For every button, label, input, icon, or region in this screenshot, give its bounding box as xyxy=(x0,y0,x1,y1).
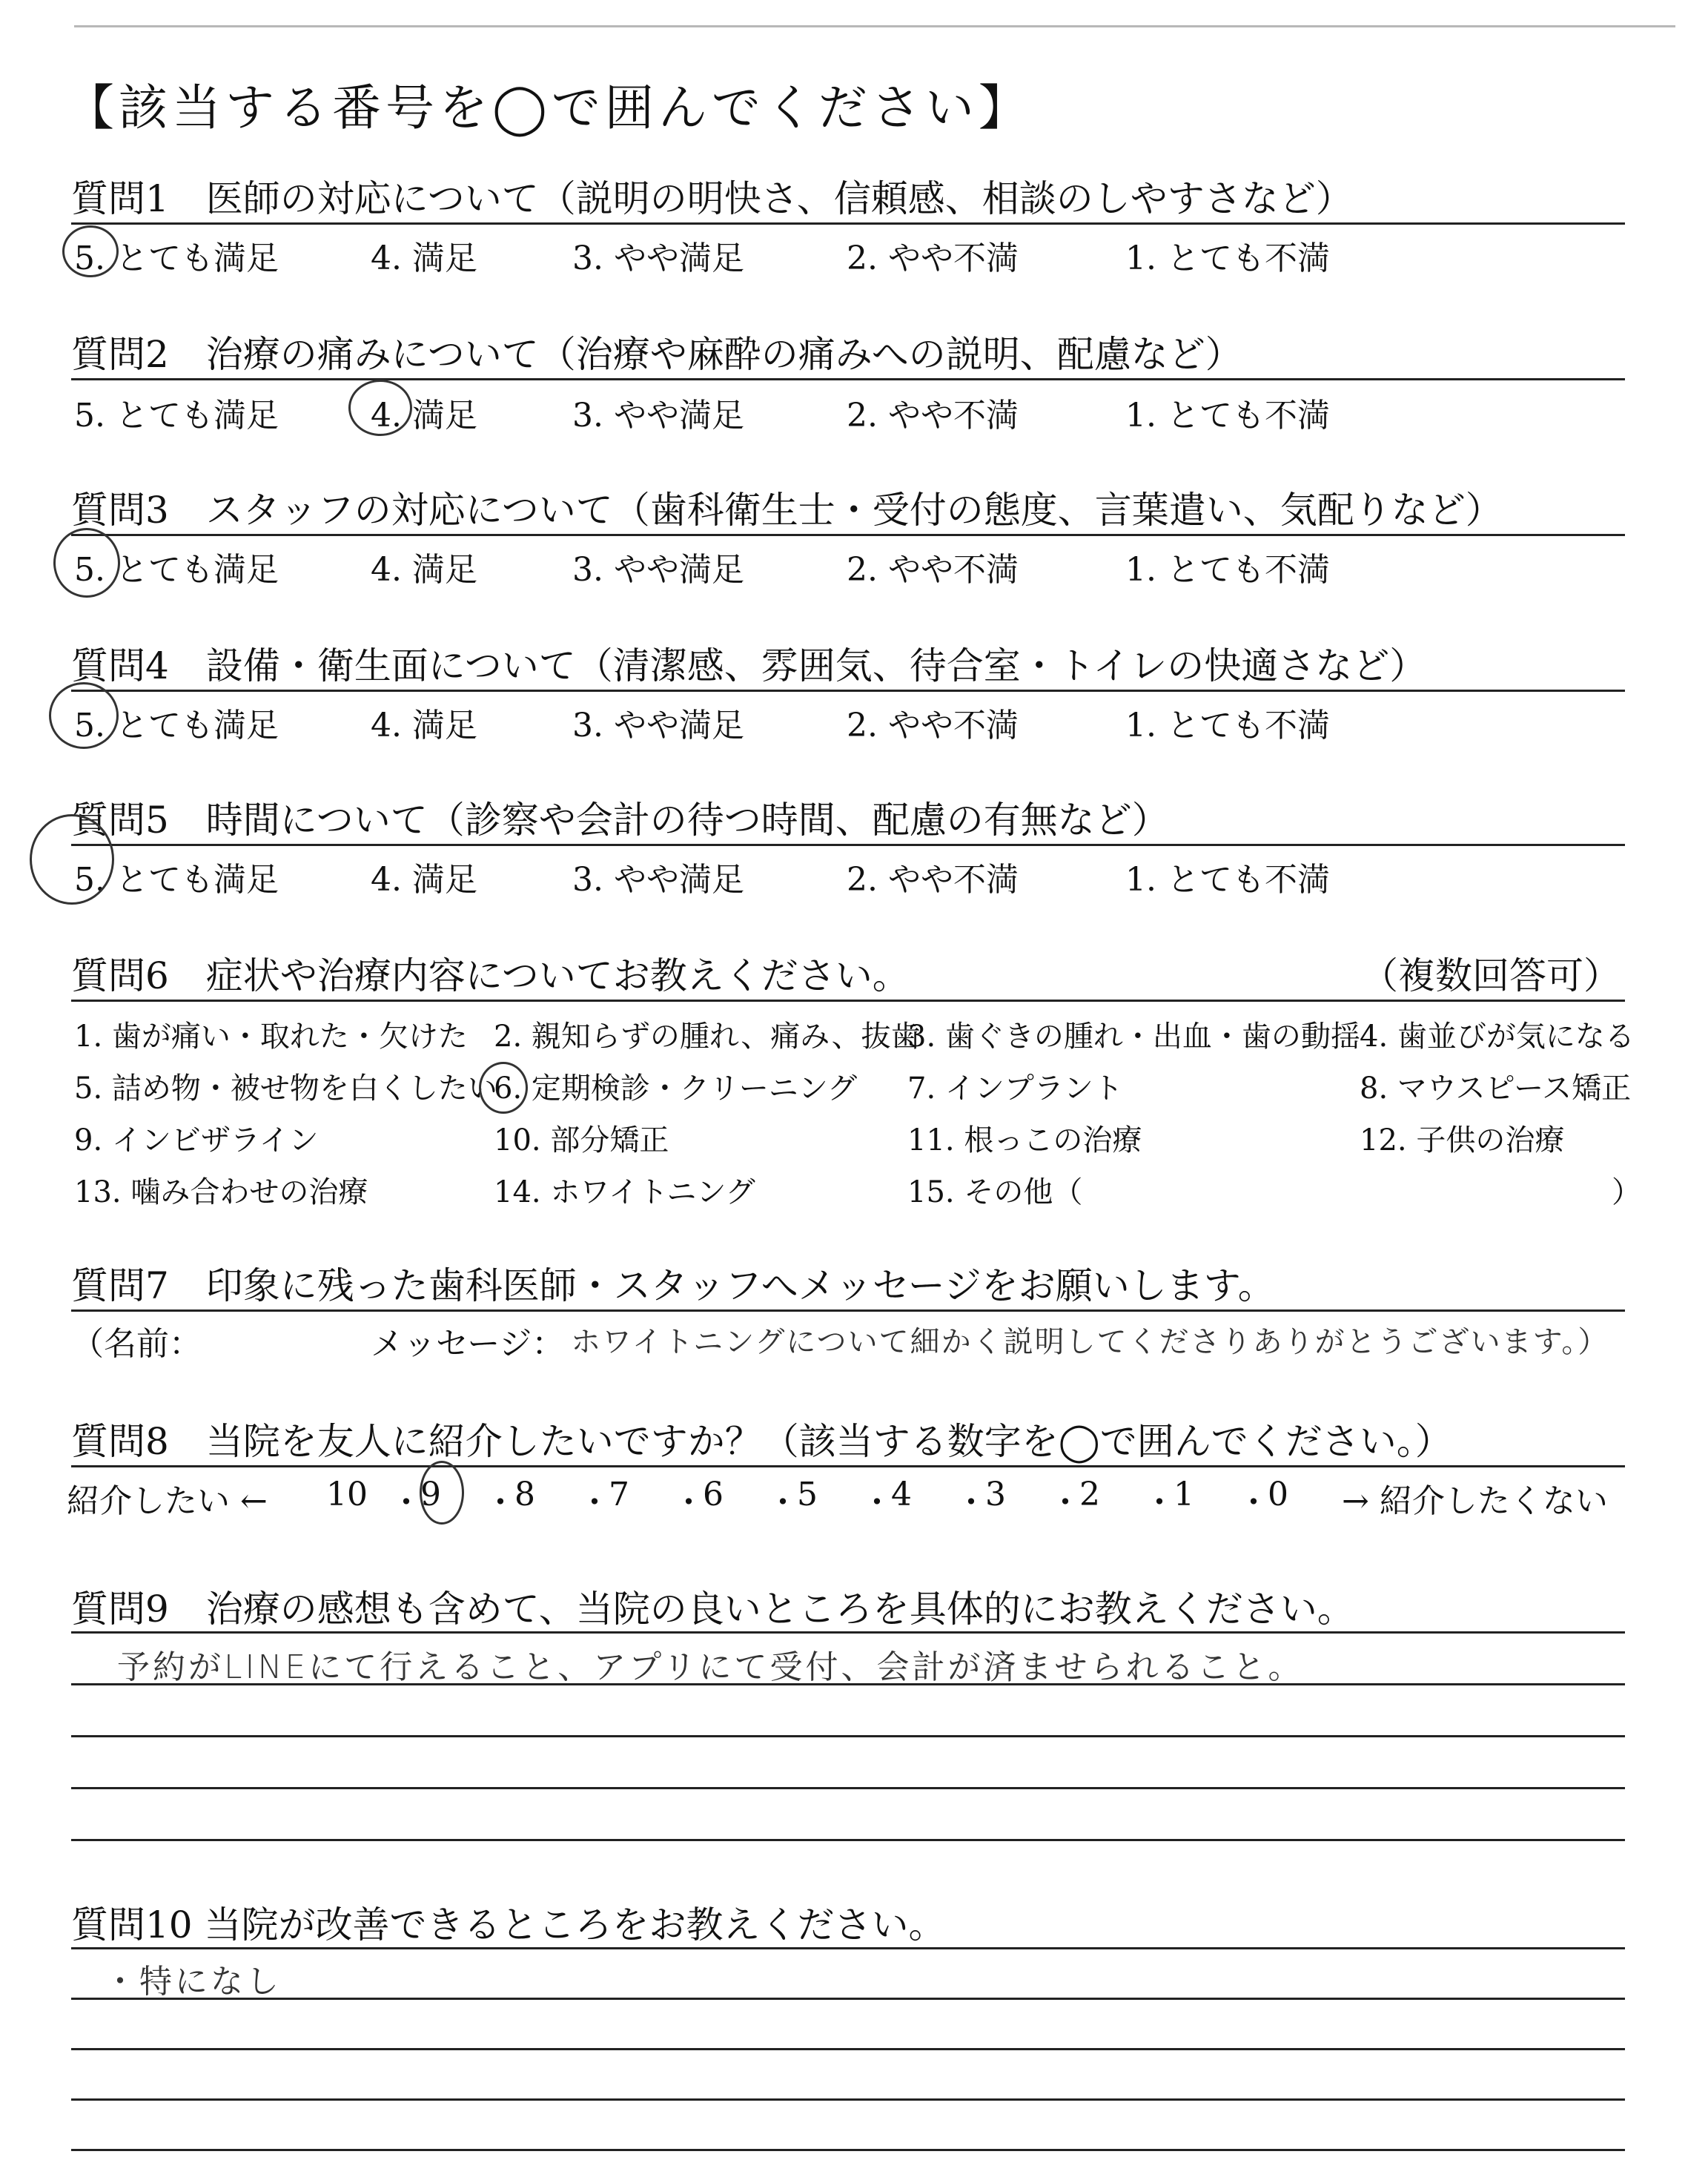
q9-answer-text[interactable]: 予約がLINEにて行えること、アプリにて受付、会計が済ませられること。 xyxy=(117,1648,1304,1686)
q4-selection-circle xyxy=(49,682,119,749)
q8-right-label: → 紹介したくない xyxy=(1342,1482,1608,1520)
question-8-title: 質問8 当院を友人に紹介したいですか？（該当する数字を◯で囲んでください。） xyxy=(71,1420,1452,1463)
q8-scale-10[interactable]: 10 xyxy=(326,1476,368,1513)
q2-option-4[interactable]: 4. 満足 xyxy=(371,397,477,435)
q10-rule-4 xyxy=(71,2098,1625,2101)
q6-option-15[interactable]: 15. その他（ xyxy=(907,1175,1083,1209)
q7-message-label: メッセージ： xyxy=(371,1325,565,1363)
q9-rule-2 xyxy=(71,1683,1625,1685)
q10-rule-3 xyxy=(71,2048,1625,2050)
q8-scale-8[interactable]: 8 xyxy=(514,1476,535,1513)
q6-option-9[interactable]: 9. インビザライン xyxy=(74,1123,319,1157)
page-title: 【該当する番号を◯で囲んでください】 xyxy=(65,79,1032,136)
question-6-note: （複数回答可） xyxy=(1361,954,1621,997)
question-8-rule xyxy=(71,1465,1625,1467)
q1-option-2[interactable]: 2. やや不満 xyxy=(847,240,1019,277)
q4-option-3[interactable]: 3. やや満足 xyxy=(572,707,744,744)
question-6-rule xyxy=(71,1000,1625,1002)
q3-selection-circle xyxy=(53,528,120,598)
q1-option-5[interactable]: 5. とても満足 xyxy=(74,240,279,277)
q3-option-1[interactable]: 1. とても不満 xyxy=(1125,551,1330,589)
q9-rule-1 xyxy=(71,1631,1625,1634)
top-border-line xyxy=(74,25,1675,27)
q4-option-1[interactable]: 1. とても不満 xyxy=(1125,707,1330,744)
q10-answer-text[interactable]: ・特になし xyxy=(104,1963,282,2001)
q6-option-7[interactable]: 7. インプラント xyxy=(907,1071,1123,1106)
q2-selection-circle xyxy=(348,380,412,436)
q6-option-13[interactable]: 13. 噛み合わせの治療 xyxy=(74,1175,368,1209)
q8-scale-5[interactable]: 5 xyxy=(797,1476,818,1513)
q3-option-4[interactable]: 4. 満足 xyxy=(371,551,477,589)
q6-option-8[interactable]: 8. マウスピース矯正 xyxy=(1360,1071,1632,1106)
q5-option-4[interactable]: 4. 満足 xyxy=(371,861,477,899)
q8-scale-6[interactable]: 6 xyxy=(703,1476,724,1513)
q1-selection-circle xyxy=(62,225,119,277)
q4-option-2[interactable]: 2. やや不満 xyxy=(847,707,1019,744)
q1-option-1[interactable]: 1. とても不満 xyxy=(1125,240,1330,277)
q6-option-6[interactable]: 6. 定期検診・クリーニング xyxy=(494,1071,858,1106)
question-4-title: 質問4 設備・衛生面について（清潔感、雰囲気、待合室・トイレの快適さなど） xyxy=(71,644,1427,687)
q8-scale-separator: ・ xyxy=(484,1484,517,1522)
question-1-title: 質問1 医師の対応について（説明の明快さ、信頼感、相談のしやすさなど） xyxy=(71,177,1353,220)
q5-option-5[interactable]: 5. とても満足 xyxy=(74,861,279,899)
question-4-rule xyxy=(71,690,1625,692)
q2-option-2[interactable]: 2. やや不満 xyxy=(847,397,1019,435)
q6-option-11[interactable]: 11. 根っこの治療 xyxy=(907,1123,1142,1157)
q6-option-14[interactable]: 14. ホワイトニング xyxy=(494,1175,755,1209)
q8-scale-0[interactable]: 0 xyxy=(1268,1476,1288,1513)
q8-scale-separator: ・ xyxy=(1049,1484,1082,1522)
q8-scale-9[interactable]: 9 xyxy=(420,1476,441,1513)
q8-selection-circle xyxy=(420,1461,464,1525)
q8-scale-separator: ・ xyxy=(1237,1484,1270,1522)
question-7-rule xyxy=(71,1309,1625,1312)
q8-scale-separator: ・ xyxy=(767,1484,799,1522)
q6-option-2[interactable]: 2. 親知らずの腫れ、痛み、抜歯 xyxy=(494,1020,921,1054)
q8-scale-separator: ・ xyxy=(1143,1484,1176,1522)
q2-option-1[interactable]: 1. とても不満 xyxy=(1125,397,1330,435)
q6-option-3[interactable]: 3. 歯ぐきの腫れ・出血・歯の動揺 xyxy=(907,1020,1360,1054)
q5-selection-circle xyxy=(30,814,114,905)
q8-scale-7[interactable]: 7 xyxy=(609,1476,629,1513)
q8-scale-separator: ・ xyxy=(578,1484,611,1522)
q5-option-3[interactable]: 3. やや満足 xyxy=(572,861,744,899)
q6-option-4[interactable]: 4. 歯並びが気になる xyxy=(1360,1020,1635,1054)
q6-option-12[interactable]: 12. 子供の治療 xyxy=(1360,1123,1565,1157)
q10-rule-1 xyxy=(71,1947,1625,1949)
question-6-title: 質問6 症状や治療内容についてお教えください。 xyxy=(71,954,910,997)
q6-selection-circle xyxy=(479,1062,528,1114)
question-5-title: 質問5 時間について（診察や会計の待つ時間、配慮の有無など） xyxy=(71,799,1169,842)
q8-scale-4[interactable]: 4 xyxy=(891,1476,912,1513)
q8-scale-1[interactable]: 1 xyxy=(1174,1476,1194,1513)
question-5-rule xyxy=(71,844,1625,846)
q10-rule-5 xyxy=(71,2149,1625,2151)
q8-left-label: 紹介したい ← xyxy=(67,1482,268,1520)
q8-scale-2[interactable]: 2 xyxy=(1079,1476,1100,1513)
q3-option-3[interactable]: 3. やや満足 xyxy=(572,551,744,589)
q7-name-label: （名前： xyxy=(71,1325,202,1363)
q3-option-2[interactable]: 2. やや不満 xyxy=(847,551,1019,589)
q6-option-15-close: ） xyxy=(1612,1175,1641,1209)
q4-option-5[interactable]: 5. とても満足 xyxy=(74,707,279,744)
question-3-title: 質問3 スタッフの対応について（歯科衛生士・受付の態度、言葉遣い、気配りなど） xyxy=(71,489,1503,532)
q6-option-1[interactable]: 1. 歯が痛い・取れた・欠けた xyxy=(74,1020,468,1054)
q1-option-3[interactable]: 3. やや満足 xyxy=(572,240,744,277)
q4-option-4[interactable]: 4. 満足 xyxy=(371,707,477,744)
q7-message-text[interactable]: ホワイトニングについて細かく説明してくださりありがとうございます。） xyxy=(571,1325,1609,1359)
question-2-rule xyxy=(71,378,1625,380)
q6-option-5[interactable]: 5. 詰め物・被せ物を白くしたい xyxy=(74,1071,497,1106)
q5-option-1[interactable]: 1. とても不満 xyxy=(1125,861,1330,899)
q8-scale-separator: ・ xyxy=(861,1484,893,1522)
q8-scale-separator: ・ xyxy=(390,1484,423,1522)
q2-option-5[interactable]: 5. とても満足 xyxy=(74,397,279,435)
question-10-title: 質問10 当院が改善できるところをお教えください。 xyxy=(71,1903,946,1946)
question-7-title: 質問7 印象に残った歯科医師・スタッフへメッセージをお願いします。 xyxy=(71,1264,1275,1307)
q6-option-10[interactable]: 10. 部分矯正 xyxy=(494,1123,669,1157)
q5-option-2[interactable]: 2. やや不満 xyxy=(847,861,1019,899)
q9-rule-5 xyxy=(71,1839,1625,1841)
q8-scale-separator: ・ xyxy=(672,1484,705,1522)
q1-option-4[interactable]: 4. 満足 xyxy=(371,240,477,277)
q2-option-3[interactable]: 3. やや満足 xyxy=(572,397,744,435)
q9-rule-4 xyxy=(71,1787,1625,1789)
question-3-rule xyxy=(71,534,1625,536)
question-9-title: 質問9 治療の感想も含めて、当院の良いところを具体的にお教えください。 xyxy=(71,1588,1354,1631)
q3-option-5[interactable]: 5. とても満足 xyxy=(74,551,279,589)
q8-scale-3[interactable]: 3 xyxy=(985,1476,1006,1513)
q9-rule-3 xyxy=(71,1735,1625,1737)
q8-scale-separator: ・ xyxy=(955,1484,987,1522)
q10-rule-2 xyxy=(71,1998,1625,2000)
question-1-rule xyxy=(71,222,1625,225)
question-2-title: 質問2 治療の痛みについて（治療や麻酔の痛みへの説明、配慮など） xyxy=(71,333,1242,376)
